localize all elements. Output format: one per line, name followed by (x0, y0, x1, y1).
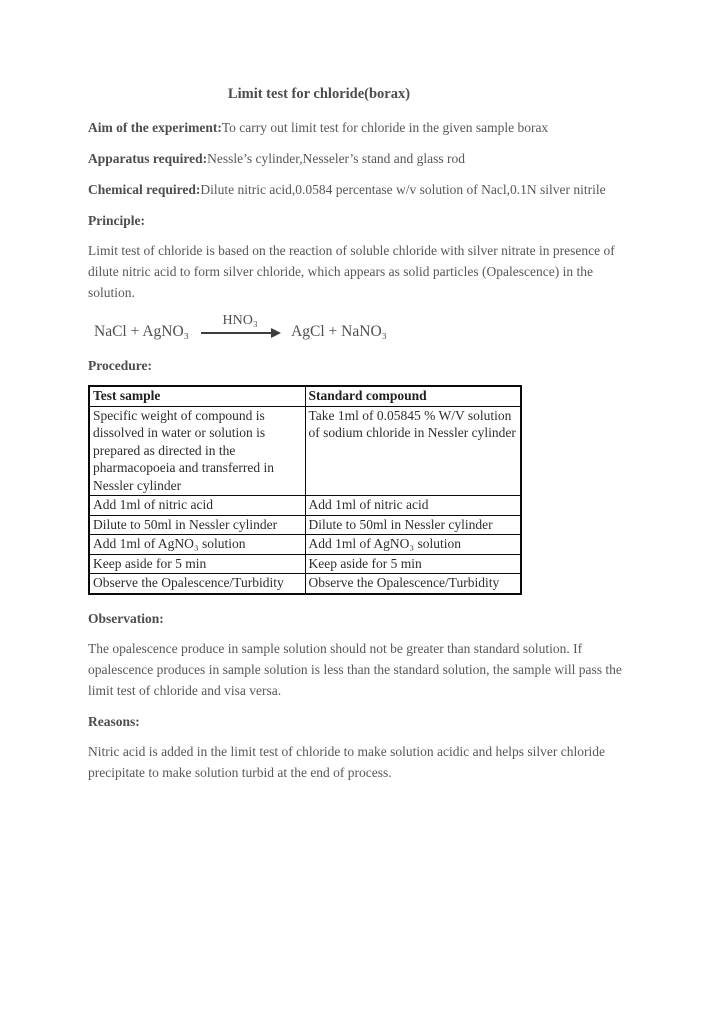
column-header-test-sample: Test sample (89, 386, 305, 406)
equation-products: AgCl + NaNO₃ (291, 323, 388, 340)
table-cell: Specific weight of compound is dissolved in water or solution is prepared as directed in the pharmacopoeia and transferred in Nessler cylinder (89, 406, 305, 496)
table-row (89, 515, 521, 535)
procedure-heading: Procedure: (88, 358, 152, 373)
observation-heading: Observation: (88, 610, 164, 626)
procedure-table (88, 385, 522, 595)
reaction-arrow-icon (201, 332, 279, 334)
table-cell: Add 1ml of nitric acid (89, 496, 305, 516)
reasons-heading: Reasons: (88, 713, 140, 729)
table-cell: Add 1ml of AgNO₃ solution (89, 535, 305, 555)
reasons-text: Nitric acid is added in the limit test of chloride to make solution acidic and helps silver chloride precipitate to make solution turbid at the end of process. (88, 743, 605, 780)
observation-text: The opalescence produce in sample solution should not be greater than standard solution. If opalescence produces in sample solution is less than the standard solution, the sample will pass the limit test of chloride and visa versa. (88, 640, 622, 698)
table-row (89, 496, 521, 516)
table-cell: Add 1ml of AgNO₃ solution (305, 535, 521, 555)
page-title: Limit test for chloride(borax) (227, 86, 411, 102)
table-row (89, 554, 521, 574)
table-cell: Take 1ml of 0.05845 % W/V solution of sodium chloride in Nessler cylinder (305, 406, 521, 496)
table-row (89, 406, 521, 496)
aim-section (88, 117, 634, 138)
aim-text: To carry out limit test for chloride in the given sample borax (221, 120, 549, 135)
table-row (89, 535, 521, 555)
equation-catalyst: HNO₃ (222, 313, 258, 328)
principle-text: Limit test of chloride is based on the reaction of soluble chloride with silver nitrate in presence of dilute nitric acid to form silver chloride, which appears as solid particles (Opalescence) in the solution. (88, 243, 615, 300)
equation-reactants: NaCl + AgNO₃ (94, 323, 190, 340)
table-cell: Dilute to 50ml in Nessler cylinder (305, 515, 521, 535)
table-cell: Dilute to 50ml in Nessler cylinder (89, 515, 305, 535)
table-cell: Observe the Opalescence/Turbidity (89, 574, 305, 594)
apparatus-label: Apparatus required: (88, 151, 208, 166)
table-cell: Observe the Opalescence/Turbidity (305, 574, 521, 594)
table-cell: Keep aside for 5 min (89, 554, 305, 574)
column-header-standard-compound: Standard compound (305, 386, 521, 406)
chemical-text: Dilute nitric acid,0.0584 percentase w/v solution of Nacl,0.1N silver nitrile (200, 182, 606, 197)
table-cell: Keep aside for 5 min (305, 554, 521, 574)
chemical-equation (94, 313, 634, 341)
table-row (89, 574, 521, 594)
table-header-row (89, 386, 521, 406)
table-cell: Add 1ml of nitric acid (305, 496, 521, 516)
chemical-section (88, 179, 634, 200)
reaction-arrow-group (201, 313, 279, 341)
apparatus-text: Nessle’s cylinder,Nesseler’s stand and glass rod (207, 151, 466, 166)
aim-label: Aim of the experiment: (88, 120, 222, 135)
apparatus-section (88, 148, 634, 169)
chemical-label: Chemical required: (88, 182, 201, 197)
principle-heading: Principle: (88, 213, 145, 228)
